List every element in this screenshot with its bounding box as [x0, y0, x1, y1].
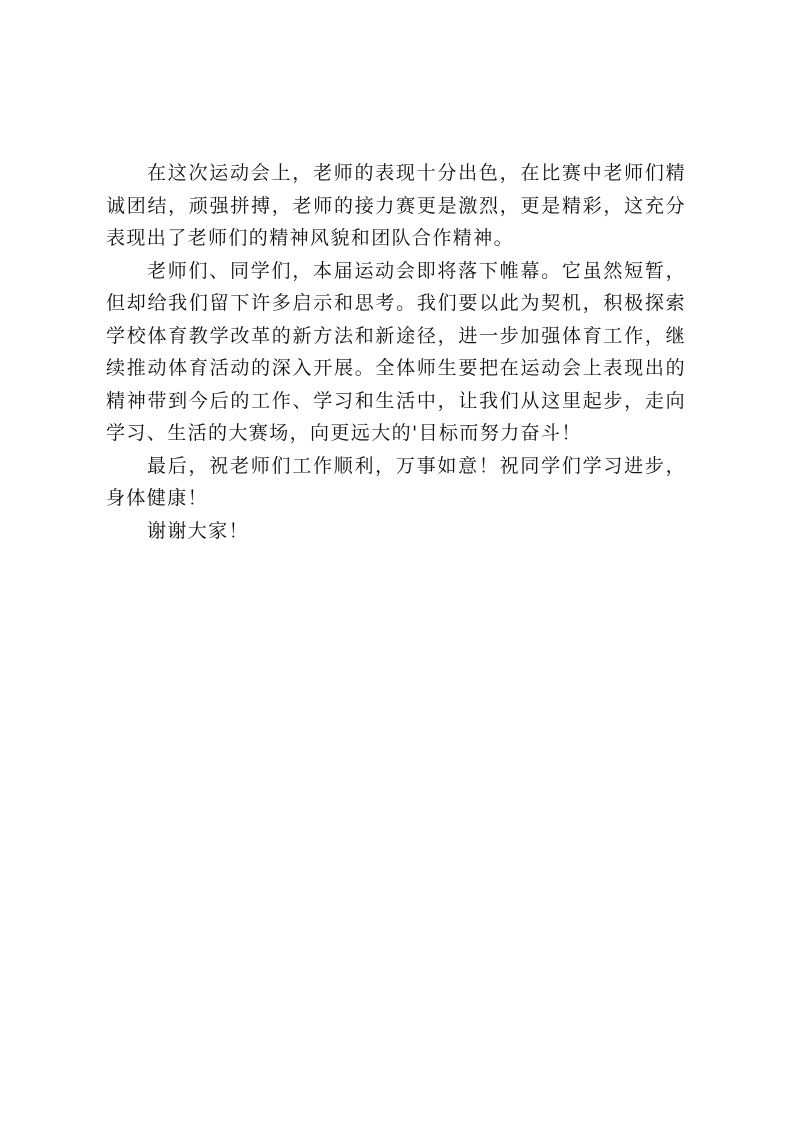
document-body — [106, 157, 686, 547]
paragraph-teachers-performance: 在这次运动会上，老师的表现十分出色，在比赛中老师们精诚团结，顽强拼搏，老师的接力赛更是激烈，更是精彩，这充分表现出了老师们的精神风貌和团队合作精神。 — [106, 162, 686, 249]
paragraph-wishes: 最后，祝老师们工作顺利，万事如意！祝同学们学习进步，身体健康！ — [106, 454, 686, 509]
paragraph-thanks: 谢谢大家！ — [147, 519, 250, 542]
paragraph-closing-remarks: 老师们、同学们，本届运动会即将落下帷幕。它虽然短暂，但却给我们留下许多启示和思考。我们要以此为契机，积极探索学校体育教学改革的新方法和新途径，进一步加强体育工作，继续推动体育活动的深入开展。全体师生要把在运动会上表现出的精神带到今后的工作、学习和生活中，让我们从这里起步，走向学习、生活的大赛场，向更远大的'目标而努力奋斗！ — [106, 259, 686, 444]
